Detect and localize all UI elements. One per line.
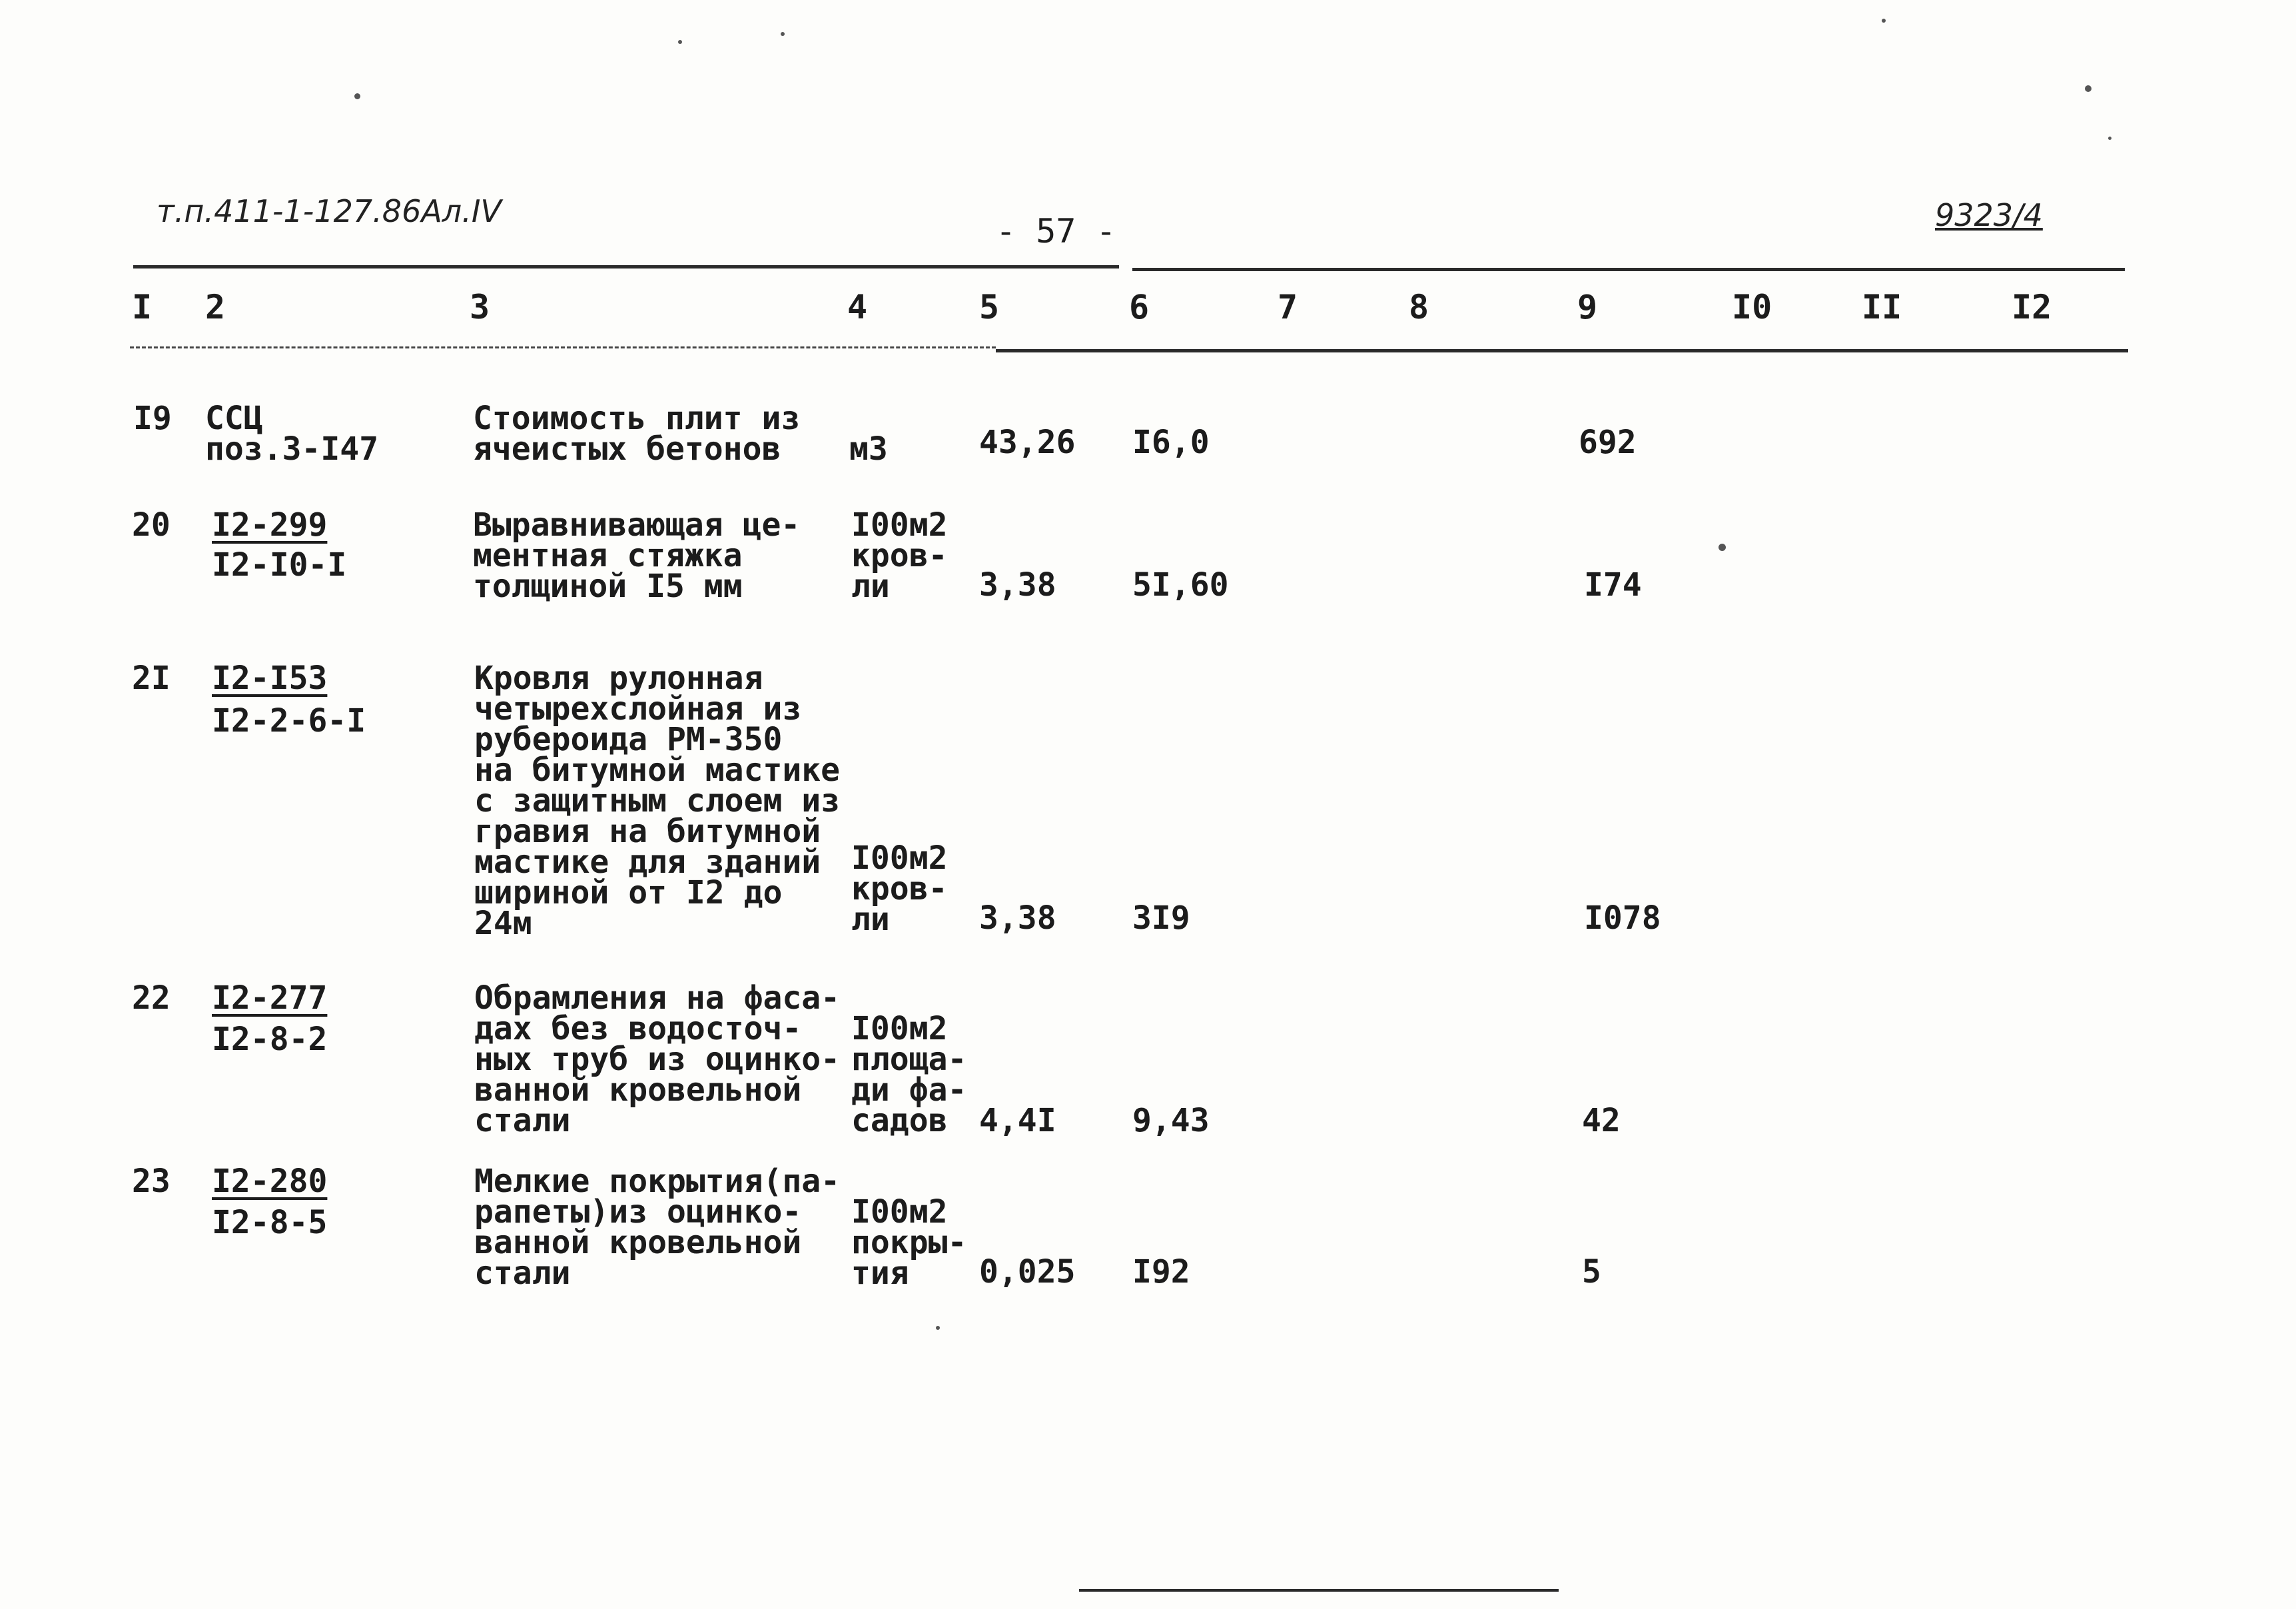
row-price: 3I9 (1132, 899, 1190, 937)
row-unit: I00м2 кров- ли (851, 839, 948, 938)
column-header-12: I2 (2012, 288, 2052, 326)
column-header-6: 6 (1129, 288, 1150, 326)
row-code-sub: I2-2-6-I (212, 702, 366, 740)
column-header-2: 2 (205, 288, 226, 326)
row-number: 20 (132, 506, 171, 544)
row-total: 692 (1579, 424, 1637, 461)
document-code-right: 9323/4 (1935, 197, 2043, 233)
row-total: I74 (1584, 566, 1642, 604)
row-quantity: 0,025 (979, 1253, 1076, 1291)
row-description: Обрамления на фаса- дах без водосточ- ных труб из оцинко- ванной кровельной стали (474, 979, 841, 1139)
column-header-11: II (1862, 288, 1902, 326)
row-total: 42 (1582, 1102, 1621, 1139)
column-header-1: I (132, 288, 153, 326)
header-bottom-rule (996, 349, 2128, 352)
column-header-9: 9 (1577, 288, 1598, 326)
row-description: Выравнивающая це- ментная стяжка толщиной I5 мм (473, 506, 801, 605)
row-quantity: 43,26 (979, 424, 1076, 461)
row-number: I9 (133, 400, 172, 437)
scan-speck (1882, 19, 1886, 23)
scan-speck (354, 93, 360, 99)
row-description: Мелкие покрытия(па- рапеты)из оцинко- ванной кровельной стали (474, 1163, 841, 1292)
row-number: 2I (132, 660, 171, 697)
footer-rule (1079, 1589, 1559, 1592)
row-code-sub: I2-8-5 (212, 1204, 328, 1241)
scan-speck (2108, 137, 2111, 140)
row-number: 23 (132, 1163, 171, 1200)
row-description: Стоимость плит из ячеистых бетонов (473, 400, 801, 468)
page-number: - 57 - (996, 212, 1116, 251)
row-unit: I00м2 покры- тия (851, 1193, 967, 1292)
row-code-main: I2-280 (212, 1163, 328, 1200)
row-quantity: 3,38 (979, 899, 1056, 937)
row-price: I92 (1132, 1253, 1190, 1291)
scan-speck (678, 40, 682, 44)
row-unit: м3 (849, 430, 888, 468)
row-code-main: I2-277 (212, 979, 328, 1017)
row-unit: I00м2 площа- ди фа- садов (851, 1010, 967, 1139)
row-description: Кровля рулонная четырехслойная из рубероида РМ-350 на битумной мастике с защитным слоем из гравия на битумной мастике для зданий шириной от I2 до 24м (474, 660, 841, 942)
column-header-7: 7 (1278, 288, 1298, 326)
document-code-left: т.п.411-1-127.86Ал.IV (157, 193, 502, 229)
column-header-3: 3 (470, 288, 490, 326)
scan-speck (781, 32, 785, 36)
row-total: I078 (1584, 899, 1661, 937)
row-price: I6,0 (1132, 424, 1210, 461)
row-code-sub: поз.3-I47 (205, 430, 379, 468)
row-total: 5 (1582, 1253, 1601, 1291)
row-code-sub: I2-I0-I (212, 546, 347, 584)
row-code-sub: I2-8-2 (212, 1021, 328, 1058)
row-code-main: I2-299 (212, 506, 328, 544)
scan-speck (936, 1326, 940, 1330)
row-price: 5I,60 (1132, 566, 1229, 604)
header-top-rule-right (1132, 268, 2125, 271)
row-quantity: 3,38 (979, 566, 1056, 604)
row-number: 22 (132, 979, 171, 1017)
column-header-5: 5 (979, 288, 1000, 326)
scan-speck (1719, 544, 1726, 551)
column-header-10: I0 (1732, 288, 1772, 326)
header-top-rule (133, 265, 1119, 268)
scan-speck (2085, 85, 2092, 92)
row-price: 9,43 (1132, 1102, 1210, 1139)
row-quantity: 4,4I (979, 1102, 1056, 1139)
row-code-main: ССЦ (205, 400, 263, 437)
column-header-8: 8 (1409, 288, 1429, 326)
row-unit: I00м2 кров- ли (851, 506, 948, 605)
header-dashed-rule (130, 346, 996, 348)
column-header-4: 4 (847, 288, 868, 326)
row-code-main: I2-I53 (212, 660, 328, 697)
